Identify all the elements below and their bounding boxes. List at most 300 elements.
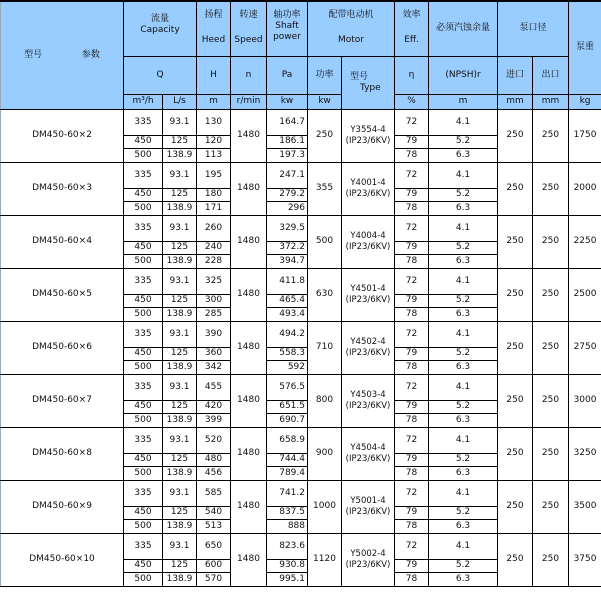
weight-cell: 3000: [569, 374, 601, 427]
shaft-power-cell: 465.4: [267, 294, 308, 307]
motor-spec: (IP23/6KV): [345, 241, 391, 252]
motor-spec: (IP23/6KV): [345, 559, 391, 570]
eff-cell: 72: [395, 480, 429, 506]
head-cell: 540: [197, 506, 231, 519]
shaft-power-cell: 576.5: [267, 374, 308, 400]
shaft-power-cell: 995.1: [267, 572, 308, 586]
unit-head: m: [197, 94, 231, 109]
eff-cell: 78: [395, 413, 429, 427]
capacity-m3h-cell: 450: [124, 347, 163, 360]
eff-cell: 78: [395, 148, 429, 162]
npsh-symbol: (NPSH)r: [429, 56, 498, 94]
eff-cell: 79: [395, 400, 429, 413]
capacity-m3h-cell: 335: [124, 321, 163, 347]
shaft-power-cell: 690.7: [267, 413, 308, 427]
capacity-ls-cell: 125: [163, 241, 197, 254]
npsh-cell: 4.1: [429, 374, 498, 400]
speed-cell: 1480: [231, 215, 267, 268]
speed-en: Speed: [234, 35, 263, 45]
eff-cell: 78: [395, 572, 429, 586]
motor-spec: (IP23/6KV): [345, 188, 391, 199]
eff-cell: 78: [395, 201, 429, 215]
header-eff: [395, 1, 429, 56]
eff-en: Eff.: [404, 35, 419, 45]
shaft-power-cell: 930.8: [267, 559, 308, 572]
head-cell: 399: [197, 413, 231, 427]
outlet-cell: 250: [533, 480, 569, 533]
eff-cell: 72: [395, 268, 429, 294]
motor-type: Y4001-4: [350, 177, 386, 188]
capacity-ls-cell: 125: [163, 559, 197, 572]
npsh-cell: 6.3: [429, 413, 498, 427]
motor-spec: (IP23/6KV): [345, 135, 391, 146]
capacity-zh: 流量: [150, 14, 169, 24]
capacity-ls-cell: 125: [163, 135, 197, 148]
shaft-power-cell: 186.1: [267, 135, 308, 148]
capacity-ls-cell: 138.9: [163, 201, 197, 215]
head-cell: 195: [197, 162, 231, 188]
npsh-cell: 5.2: [429, 506, 498, 519]
motor-power-cell: 1120: [308, 533, 342, 586]
model-cell: DM450-60×7: [1, 374, 124, 427]
header-row-1: [1, 1, 601, 56]
capacity-m3h-cell: 450: [124, 188, 163, 201]
shaft-power-symbol: Pa: [267, 56, 308, 94]
outlet-cell: 250: [533, 321, 569, 374]
capacity-ls-cell: 138.9: [163, 148, 197, 162]
inlet-cell: 250: [498, 109, 533, 162]
header-motor: [308, 1, 395, 56]
npsh-cell: 6.3: [429, 360, 498, 374]
capacity-ls-cell: 125: [163, 400, 197, 413]
outlet-cell: 250: [533, 215, 569, 268]
model-cell: DM450-60×2: [1, 109, 124, 162]
table-row: [1, 374, 601, 400]
motor-type: Y4501-4: [350, 283, 386, 294]
header-weight: [569, 1, 601, 94]
shaft-power-cell: 411.8: [267, 268, 308, 294]
eff-cell: 79: [395, 506, 429, 519]
table-row: [1, 268, 601, 294]
npsh-cell: 4.1: [429, 268, 498, 294]
eff-cell: 78: [395, 519, 429, 533]
npsh-cell: 6.3: [429, 466, 498, 480]
capacity-m3h-cell: 450: [124, 135, 163, 148]
npsh-cell: 6.3: [429, 572, 498, 586]
motor-type: Y4503-4: [350, 389, 386, 400]
bore-inlet: 进口: [498, 56, 533, 94]
head-cell: 456: [197, 466, 231, 480]
eff-cell: 72: [395, 162, 429, 188]
inlet-cell: 250: [498, 480, 533, 533]
shaft-power-zh: 轴功率: [273, 10, 301, 20]
head-cell: 180: [197, 188, 231, 201]
shaft-power-en1: Shaft: [275, 21, 299, 31]
shaft-power-cell: 164.7: [267, 109, 308, 135]
model-cell: DM450-60×9: [1, 480, 124, 533]
model-cell: DM450-60×10: [1, 533, 124, 586]
outlet-cell: 250: [533, 162, 569, 215]
inlet-cell: 250: [498, 215, 533, 268]
capacity-ls-cell: 138.9: [163, 360, 197, 374]
npsh-cell: 4.1: [429, 427, 498, 453]
capacity-symbol: Q: [124, 56, 197, 94]
speed-symbol: n: [231, 56, 267, 94]
shaft-power-cell: 837.5: [267, 506, 308, 519]
inlet-cell: 250: [498, 374, 533, 427]
head-en: Heed: [201, 35, 226, 45]
head-cell: 120: [197, 135, 231, 148]
capacity-ls-cell: 93.1: [163, 321, 197, 347]
motor-type-zh: 型号: [350, 71, 369, 82]
outlet-cell: 250: [533, 533, 569, 586]
shaft-power-cell: 494.2: [267, 321, 308, 347]
capacity-m3h-cell: 335: [124, 162, 163, 188]
header-bore: [498, 1, 569, 56]
capacity-m3h-cell: 335: [124, 268, 163, 294]
capacity-m3h-cell: 335: [124, 480, 163, 506]
motor-type-cell: [342, 109, 395, 162]
motor-spec: (IP23/6KV): [345, 400, 391, 411]
eff-cell: 72: [395, 533, 429, 559]
motor-type: Y5001-4: [350, 495, 386, 506]
motor-power-cell: 500: [308, 215, 342, 268]
model-cell: DM450-60×5: [1, 268, 124, 321]
capacity-ls-cell: 125: [163, 188, 197, 201]
capacity-ls-cell: 93.1: [163, 162, 197, 188]
shaft-power-cell: 658.9: [267, 427, 308, 453]
head-cell: 228: [197, 254, 231, 268]
weight-zh: 泵重: [576, 42, 595, 53]
table-row: [1, 427, 601, 453]
unit-inlet: mm: [498, 94, 533, 109]
inlet-cell: 250: [498, 268, 533, 321]
capacity-ls-cell: 138.9: [163, 254, 197, 268]
shaft-power-cell: 558.3: [267, 347, 308, 360]
head-cell: 325: [197, 268, 231, 294]
model-cell: DM450-60×8: [1, 427, 124, 480]
unit-eff: %: [395, 94, 429, 109]
motor-type: Y5002-4: [350, 548, 386, 559]
unit-m3h: m³/h: [124, 94, 163, 109]
unit-motor-power: kw: [308, 94, 342, 109]
weight-cell: 1750: [569, 109, 601, 162]
eff-cell: 78: [395, 307, 429, 321]
motor-type-en: Type: [360, 82, 381, 93]
head-cell: 285: [197, 307, 231, 321]
head-cell: 300: [197, 294, 231, 307]
unit-ls: L/s: [163, 94, 197, 109]
npsh-cell: 6.3: [429, 307, 498, 321]
weight-cell: 2500: [569, 268, 601, 321]
npsh-cell: 6.3: [429, 519, 498, 533]
unit-npsh: m: [429, 94, 498, 109]
motor-power-zh: 功率: [308, 56, 342, 94]
head-cell: 455: [197, 374, 231, 400]
motor-type: Y4504-4: [350, 442, 386, 453]
head-cell: 360: [197, 347, 231, 360]
eff-cell: 79: [395, 294, 429, 307]
npsh-cell: 6.3: [429, 148, 498, 162]
head-cell: 390: [197, 321, 231, 347]
speed-cell: 1480: [231, 427, 267, 480]
inlet-cell: 250: [498, 533, 533, 586]
head-cell: 113: [197, 148, 231, 162]
capacity-en: Capacity: [140, 25, 180, 35]
npsh-cell: 5.2: [429, 188, 498, 201]
capacity-m3h-cell: 500: [124, 360, 163, 374]
header-speed: [231, 1, 267, 56]
weight-cell: 3500: [569, 480, 601, 533]
capacity-m3h-cell: 335: [124, 109, 163, 135]
speed-zh: 转速: [239, 10, 258, 20]
eff-cell: 79: [395, 453, 429, 466]
table-row: [1, 215, 601, 241]
head-cell: 480: [197, 453, 231, 466]
motor-spec: (IP23/6KV): [345, 294, 391, 305]
header-head: [197, 1, 231, 56]
capacity-ls-cell: 138.9: [163, 413, 197, 427]
npsh-cell: 6.3: [429, 201, 498, 215]
head-cell: 585: [197, 480, 231, 506]
capacity-m3h-cell: 450: [124, 453, 163, 466]
head-symbol: H: [197, 56, 231, 94]
header-capacity: [124, 1, 197, 56]
motor-type-cell: [342, 321, 395, 374]
eff-cell: 72: [395, 374, 429, 400]
shaft-power-cell: 279.2: [267, 188, 308, 201]
table-row: [1, 321, 601, 347]
shaft-power-cell: 741.2: [267, 480, 308, 506]
eff-cell: 72: [395, 321, 429, 347]
table-row: [1, 109, 601, 135]
motor-power-cell: 800: [308, 374, 342, 427]
capacity-m3h-cell: 500: [124, 572, 163, 586]
speed-cell: 1480: [231, 533, 267, 586]
motor-type-cell: [342, 215, 395, 268]
capacity-m3h-cell: 500: [124, 519, 163, 533]
shaft-power-cell: 329.5: [267, 215, 308, 241]
motor-type-cell: [342, 480, 395, 533]
motor-type-cell: [342, 533, 395, 586]
motor-power-cell: 1000: [308, 480, 342, 533]
capacity-ls-cell: 138.9: [163, 572, 197, 586]
head-cell: 650: [197, 533, 231, 559]
capacity-ls-cell: 93.1: [163, 427, 197, 453]
npsh-cell: 5.2: [429, 400, 498, 413]
capacity-m3h-cell: 500: [124, 254, 163, 268]
eff-cell: 78: [395, 254, 429, 268]
unit-outlet: mm: [533, 94, 569, 109]
capacity-m3h-cell: 335: [124, 427, 163, 453]
npsh-cell: 5.2: [429, 294, 498, 307]
capacity-m3h-cell: 500: [124, 413, 163, 427]
motor-type: Y4502-4: [350, 336, 386, 347]
motor-spec: (IP23/6KV): [345, 506, 391, 517]
npsh-cell: 5.2: [429, 559, 498, 572]
head-cell: 570: [197, 572, 231, 586]
npsh-cell: 6.3: [429, 254, 498, 268]
npsh-cell: 4.1: [429, 109, 498, 135]
npsh-zh: 必须汽蚀余量: [436, 23, 491, 34]
capacity-m3h-cell: 450: [124, 506, 163, 519]
capacity-ls-cell: 93.1: [163, 374, 197, 400]
eff-cell: 72: [395, 215, 429, 241]
capacity-ls-cell: 93.1: [163, 215, 197, 241]
shaft-power-en2: power: [273, 32, 301, 42]
unit-shaft-power: kw: [267, 94, 308, 109]
capacity-m3h-cell: 335: [124, 215, 163, 241]
npsh-cell: 4.1: [429, 321, 498, 347]
capacity-m3h-cell: 450: [124, 241, 163, 254]
weight-cell: 2250: [569, 215, 601, 268]
head-cell: 171: [197, 201, 231, 215]
eff-cell: 79: [395, 347, 429, 360]
speed-cell: 1480: [231, 162, 267, 215]
shaft-power-cell: 744.4: [267, 453, 308, 466]
eff-cell: 79: [395, 135, 429, 148]
shaft-power-cell: 372.2: [267, 241, 308, 254]
table-row: [1, 533, 601, 559]
head-cell: 420: [197, 400, 231, 413]
capacity-ls-cell: 138.9: [163, 307, 197, 321]
eff-zh: 效率: [402, 10, 421, 20]
motor-power-cell: 250: [308, 109, 342, 162]
weight-cell: 2000: [569, 162, 601, 215]
eff-cell: 72: [395, 109, 429, 135]
head-cell: 240: [197, 241, 231, 254]
capacity-m3h-cell: 450: [124, 400, 163, 413]
capacity-m3h-cell: 500: [124, 148, 163, 162]
eff-symbol: η: [395, 56, 429, 94]
motor-zh: 配带电动机: [328, 10, 374, 20]
shaft-power-cell: 394.7: [267, 254, 308, 268]
inlet-cell: 250: [498, 321, 533, 374]
npsh-cell: 5.2: [429, 453, 498, 466]
head-cell: 130: [197, 109, 231, 135]
speed-cell: 1480: [231, 109, 267, 162]
shaft-power-cell: 493.4: [267, 307, 308, 321]
head-cell: 342: [197, 360, 231, 374]
motor-power-cell: 710: [308, 321, 342, 374]
header-model-param: [1, 1, 124, 109]
eff-cell: 78: [395, 360, 429, 374]
weight-cell: 2750: [569, 321, 601, 374]
speed-cell: 1480: [231, 480, 267, 533]
speed-cell: 1480: [231, 321, 267, 374]
head-cell: 260: [197, 215, 231, 241]
eff-cell: 79: [395, 188, 429, 201]
shaft-power-cell: 247.1: [267, 162, 308, 188]
model-cell: DM450-60×4: [1, 215, 124, 268]
shaft-power-cell: 296: [267, 201, 308, 215]
shaft-power-cell: 651.5: [267, 400, 308, 413]
capacity-ls-cell: 93.1: [163, 268, 197, 294]
inlet-cell: 250: [498, 427, 533, 480]
motor-power-cell: 630: [308, 268, 342, 321]
npsh-cell: 5.2: [429, 347, 498, 360]
bore-outlet: 出口: [533, 56, 569, 94]
shaft-power-cell: 888: [267, 519, 308, 533]
weight-cell: 3750: [569, 533, 601, 586]
table-row: [1, 480, 601, 506]
motor-spec: (IP23/6KV): [345, 453, 391, 464]
shaft-power-cell: 197.3: [267, 148, 308, 162]
eff-cell: 78: [395, 466, 429, 480]
motor-en: Motor: [338, 35, 365, 45]
motor-type: Y4004-4: [350, 230, 386, 241]
shaft-power-cell: 823.6: [267, 533, 308, 559]
head-zh: 扬程: [204, 10, 223, 20]
table-row: [1, 162, 601, 188]
motor-power-cell: 900: [308, 427, 342, 480]
header-param-label: 参数: [81, 49, 100, 60]
capacity-m3h-cell: 335: [124, 533, 163, 559]
outlet-cell: 250: [533, 427, 569, 480]
speed-cell: 1480: [231, 374, 267, 427]
capacity-ls-cell: 125: [163, 506, 197, 519]
capacity-m3h-cell: 500: [124, 466, 163, 480]
motor-type-cell: [342, 268, 395, 321]
header-model-label: 型号: [24, 49, 43, 60]
capacity-m3h-cell: 450: [124, 294, 163, 307]
head-cell: 520: [197, 427, 231, 453]
capacity-m3h-cell: 335: [124, 374, 163, 400]
capacity-ls-cell: 138.9: [163, 466, 197, 480]
eff-cell: 79: [395, 559, 429, 572]
header-npsh: [429, 1, 498, 56]
motor-type-cell: [342, 374, 395, 427]
capacity-ls-cell: 93.1: [163, 533, 197, 559]
weight-cell: 3250: [569, 427, 601, 480]
capacity-ls-cell: 138.9: [163, 519, 197, 533]
motor-type: Y3554-4: [350, 124, 386, 135]
motor-type-cell: [342, 162, 395, 215]
head-cell: 600: [197, 559, 231, 572]
shaft-power-cell: 592: [267, 360, 308, 374]
motor-type-header: [342, 56, 395, 109]
unit-speed: r/min: [231, 94, 267, 109]
motor-spec: (IP23/6KV): [345, 347, 391, 358]
npsh-cell: 4.1: [429, 480, 498, 506]
outlet-cell: 250: [533, 268, 569, 321]
capacity-ls-cell: 125: [163, 347, 197, 360]
bore-zh: 泵口径: [519, 23, 547, 34]
head-cell: 513: [197, 519, 231, 533]
shaft-power-cell: 789.4: [267, 466, 308, 480]
eff-cell: 79: [395, 241, 429, 254]
capacity-m3h-cell: 500: [124, 307, 163, 321]
npsh-cell: 4.1: [429, 162, 498, 188]
model-cell: DM450-60×6: [1, 321, 124, 374]
capacity-m3h-cell: 500: [124, 201, 163, 215]
capacity-ls-cell: 93.1: [163, 480, 197, 506]
motor-power-cell: 355: [308, 162, 342, 215]
speed-cell: 1480: [231, 268, 267, 321]
capacity-ls-cell: 93.1: [163, 109, 197, 135]
outlet-cell: 250: [533, 374, 569, 427]
npsh-cell: 5.2: [429, 241, 498, 254]
unit-weight: kg: [569, 94, 601, 109]
motor-type-cell: [342, 427, 395, 480]
inlet-cell: 250: [498, 162, 533, 215]
capacity-ls-cell: 125: [163, 453, 197, 466]
model-cell: DM450-60×3: [1, 162, 124, 215]
outlet-cell: 250: [533, 109, 569, 162]
eff-cell: 72: [395, 427, 429, 453]
npsh-cell: 4.1: [429, 215, 498, 241]
capacity-ls-cell: 125: [163, 294, 197, 307]
